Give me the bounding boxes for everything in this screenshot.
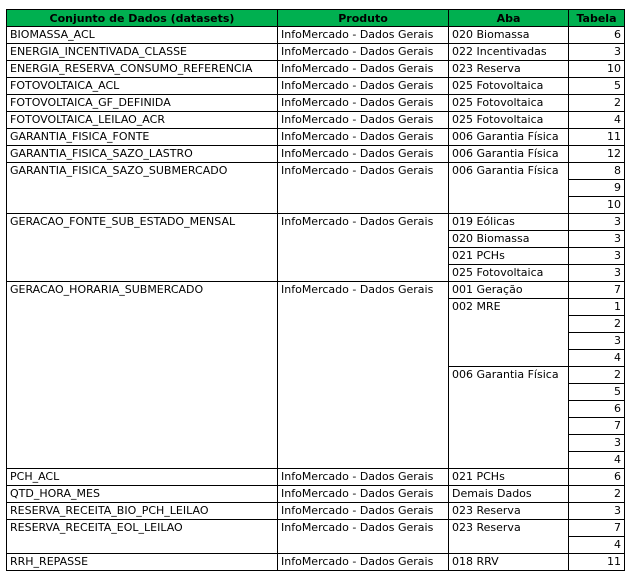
table-row <box>7 503 625 520</box>
cell-aba: 001 Geração <box>449 282 569 299</box>
cell-tabela: 12 <box>569 146 625 163</box>
table-row <box>7 61 625 78</box>
cell-dataset: QTD_HORA_MES <box>7 486 278 503</box>
table-row <box>7 520 625 537</box>
cell-aba: 025 Fotovoltaica <box>449 95 569 112</box>
cell-tabela: 4 <box>569 452 625 469</box>
cell-tabela: 3 <box>569 248 625 265</box>
cell-tabela: 9 <box>569 180 625 197</box>
cell-dataset: GERACAO_FONTE_SUB_ESTADO_MENSAL <box>7 214 278 282</box>
header-aba: Aba <box>449 10 569 27</box>
cell-tabela: 4 <box>569 112 625 129</box>
cell-produto: InfoMercado - Dados Gerais <box>278 129 449 146</box>
cell-aba: 002 MRE <box>449 299 569 367</box>
table-row <box>7 486 625 503</box>
cell-produto: InfoMercado - Dados Gerais <box>278 163 449 214</box>
cell-produto: InfoMercado - Dados Gerais <box>278 282 449 469</box>
cell-produto: InfoMercado - Dados Gerais <box>278 78 449 95</box>
cell-dataset: BIOMASSA_ACL <box>7 27 278 44</box>
cell-tabela: 11 <box>569 129 625 146</box>
table-row <box>7 78 625 95</box>
cell-produto: InfoMercado - Dados Gerais <box>278 520 449 554</box>
cell-tabela: 8 <box>569 163 625 180</box>
cell-dataset: FOTOVOLTAICA_GF_DEFINIDA <box>7 95 278 112</box>
cell-aba: 019 Eólicas <box>449 214 569 231</box>
cell-produto: InfoMercado - Dados Gerais <box>278 61 449 78</box>
cell-aba: 023 Reserva <box>449 520 569 554</box>
cell-aba: 025 Fotovoltaica <box>449 78 569 95</box>
datasets-table <box>6 9 625 571</box>
cell-produto: InfoMercado - Dados Gerais <box>278 486 449 503</box>
cell-tabela: 6 <box>569 469 625 486</box>
cell-tabela: 3 <box>569 214 625 231</box>
cell-tabela: 7 <box>569 520 625 537</box>
cell-aba: 022 Incentivadas <box>449 44 569 61</box>
cell-tabela: 4 <box>569 350 625 367</box>
cell-produto: InfoMercado - Dados Gerais <box>278 503 449 520</box>
cell-tabela: 6 <box>569 401 625 418</box>
cell-dataset: RRH_REPASSE <box>7 554 278 571</box>
cell-aba: 021 PCHs <box>449 469 569 486</box>
cell-tabela: 7 <box>569 282 625 299</box>
cell-produto: InfoMercado - Dados Gerais <box>278 469 449 486</box>
cell-tabela: 2 <box>569 316 625 333</box>
cell-produto: InfoMercado - Dados Gerais <box>278 112 449 129</box>
header-produto: Produto <box>278 10 449 27</box>
header-row <box>7 10 625 27</box>
cell-aba: 018 RRV <box>449 554 569 571</box>
cell-aba: 023 Reserva <box>449 503 569 520</box>
cell-produto: InfoMercado - Dados Gerais <box>278 44 449 61</box>
cell-tabela: 2 <box>569 95 625 112</box>
cell-tabela: 3 <box>569 503 625 520</box>
cell-dataset: FOTOVOLTAICA_ACL <box>7 78 278 95</box>
cell-tabela: 6 <box>569 27 625 44</box>
cell-aba: 006 Garantia Física <box>449 163 569 214</box>
table-row <box>7 282 625 299</box>
cell-dataset: RESERVA_RECEITA_EOL_LEILAO <box>7 520 278 554</box>
cell-aba: 006 Garantia Física <box>449 367 569 469</box>
cell-tabela: 3 <box>569 231 625 248</box>
cell-aba: Demais Dados <box>449 486 569 503</box>
table-row <box>7 163 625 180</box>
cell-tabela: 3 <box>569 435 625 452</box>
cell-tabela: 4 <box>569 537 625 554</box>
header-tabela: Tabela <box>569 10 625 27</box>
cell-aba: 023 Reserva <box>449 61 569 78</box>
cell-tabela: 3 <box>569 265 625 282</box>
cell-tabela: 11 <box>569 554 625 571</box>
table-row <box>7 469 625 486</box>
cell-aba: 025 Fotovoltaica <box>449 265 569 282</box>
cell-dataset: GARANTIA_FISICA_SAZO_LASTRO <box>7 146 278 163</box>
cell-dataset: ENERGIA_INCENTIVADA_CLASSE <box>7 44 278 61</box>
cell-tabela: 2 <box>569 367 625 384</box>
table-row <box>7 146 625 163</box>
cell-tabela: 7 <box>569 418 625 435</box>
cell-aba: 025 Fotovoltaica <box>449 112 569 129</box>
cell-dataset: FOTOVOLTAICA_LEILAO_ACR <box>7 112 278 129</box>
table-row <box>7 112 625 129</box>
cell-aba: 021 PCHs <box>449 248 569 265</box>
table-row <box>7 214 625 231</box>
cell-dataset: GARANTIA_FISICA_SAZO_SUBMERCADO <box>7 163 278 214</box>
cell-dataset: GERACAO_HORARIA_SUBMERCADO <box>7 282 278 469</box>
cell-aba: 006 Garantia Física <box>449 146 569 163</box>
cell-dataset: RESERVA_RECEITA_BIO_PCH_LEILAO <box>7 503 278 520</box>
cell-tabela: 1 <box>569 299 625 316</box>
table-row <box>7 129 625 146</box>
cell-aba: 020 Biomassa <box>449 231 569 248</box>
table-row <box>7 554 625 571</box>
cell-dataset: PCH_ACL <box>7 469 278 486</box>
header-dataset: Conjunto de Dados (datasets) <box>7 10 278 27</box>
table-row <box>7 27 625 44</box>
cell-tabela: 5 <box>569 384 625 401</box>
cell-dataset: GARANTIA_FISICA_FONTE <box>7 129 278 146</box>
cell-aba: 020 Biomassa <box>449 27 569 44</box>
cell-produto: InfoMercado - Dados Gerais <box>278 27 449 44</box>
cell-tabela: 10 <box>569 61 625 78</box>
cell-tabela: 3 <box>569 44 625 61</box>
cell-aba: 006 Garantia Física <box>449 129 569 146</box>
cell-produto: InfoMercado - Dados Gerais <box>278 146 449 163</box>
cell-tabela: 2 <box>569 486 625 503</box>
cell-tabela: 10 <box>569 197 625 214</box>
cell-produto: InfoMercado - Dados Gerais <box>278 554 449 571</box>
cell-dataset: ENERGIA_RESERVA_CONSUMO_REFERENCIA <box>7 61 278 78</box>
table-row <box>7 44 625 61</box>
cell-produto: InfoMercado - Dados Gerais <box>278 95 449 112</box>
cell-produto: InfoMercado - Dados Gerais <box>278 214 449 282</box>
table-row <box>7 95 625 112</box>
cell-tabela: 3 <box>569 333 625 350</box>
cell-tabela: 5 <box>569 78 625 95</box>
